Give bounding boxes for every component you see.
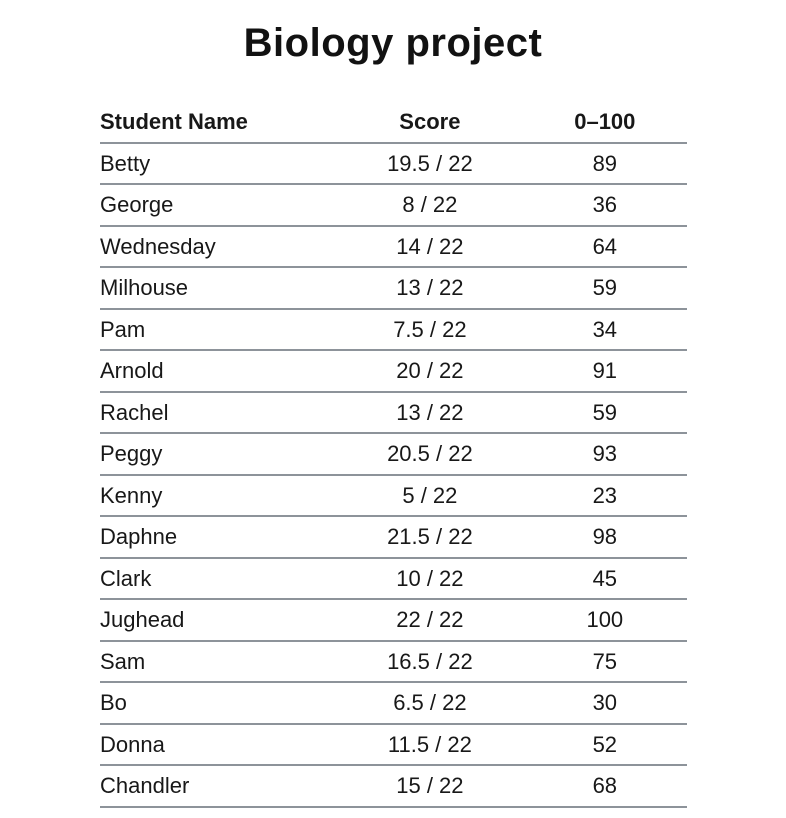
table-row <box>100 682 687 724</box>
score-cell: 20.5 / 22 <box>337 433 522 475</box>
column-header-student-name: Student Name <box>100 102 337 143</box>
score-cell: 13 / 22 <box>337 392 522 434</box>
score-cell: 19.5 / 22 <box>337 143 522 185</box>
score-cell: 6.5 / 22 <box>337 682 522 724</box>
score-cell: 5 / 22 <box>337 475 522 517</box>
student-name-cell: Clark <box>100 558 337 600</box>
table-header-row <box>100 102 687 143</box>
scaled-score-cell: 30 <box>523 682 687 724</box>
score-cell: 8 / 22 <box>337 184 522 226</box>
student-name-cell: Donna <box>100 724 337 766</box>
table-row <box>100 599 687 641</box>
student-name-cell: Daphne <box>100 516 337 558</box>
scaled-score-cell: 100 <box>523 599 687 641</box>
score-cell: 11.5 / 22 <box>337 724 522 766</box>
scaled-score-cell: 91 <box>523 350 687 392</box>
scaled-score-cell: 23 <box>523 475 687 517</box>
score-cell: 10 / 22 <box>337 558 522 600</box>
student-name-cell: Sam <box>100 641 337 683</box>
scaled-score-cell: 45 <box>523 558 687 600</box>
table-row <box>100 433 687 475</box>
student-name-cell: Bo <box>100 682 337 724</box>
score-cell: 7.5 / 22 <box>337 309 522 351</box>
student-name-cell: George <box>100 184 337 226</box>
table-row <box>100 475 687 517</box>
student-name-cell: Peggy <box>100 433 337 475</box>
student-name-cell: Chandler <box>100 765 337 807</box>
scaled-score-cell: 89 <box>523 143 687 185</box>
table-row <box>100 184 687 226</box>
student-name-cell: Jughead <box>100 599 337 641</box>
table-row <box>100 558 687 600</box>
table-row <box>100 350 687 392</box>
score-cell: 14 / 22 <box>337 226 522 268</box>
column-header-score: Score <box>337 102 522 143</box>
student-name-cell: Pam <box>100 309 337 351</box>
student-name-cell: Milhouse <box>100 267 337 309</box>
student-name-cell: Arnold <box>100 350 337 392</box>
student-name-cell: Rachel <box>100 392 337 434</box>
table-row <box>100 143 687 185</box>
scaled-score-cell: 68 <box>523 765 687 807</box>
table-header <box>100 102 687 143</box>
scaled-score-cell: 59 <box>523 392 687 434</box>
score-cell: 16.5 / 22 <box>337 641 522 683</box>
page-title: Biology project <box>243 21 543 65</box>
scaled-score-cell: 34 <box>523 309 687 351</box>
table-row <box>100 309 687 351</box>
score-cell: 15 / 22 <box>337 765 522 807</box>
scaled-score-cell: 52 <box>523 724 687 766</box>
table-body <box>100 143 687 807</box>
score-cell: 22 / 22 <box>337 599 522 641</box>
scaled-score-cell: 64 <box>523 226 687 268</box>
table-row <box>100 724 687 766</box>
score-table <box>100 102 687 808</box>
student-name-cell: Betty <box>100 143 337 185</box>
table-row <box>100 516 687 558</box>
scaled-score-cell: 98 <box>523 516 687 558</box>
student-name-cell: Wednesday <box>100 226 337 268</box>
scaled-score-cell: 36 <box>523 184 687 226</box>
table-row <box>100 392 687 434</box>
table-row <box>100 226 687 268</box>
score-cell: 21.5 / 22 <box>337 516 522 558</box>
score-cell: 20 / 22 <box>337 350 522 392</box>
scaled-score-cell: 59 <box>523 267 687 309</box>
scaled-score-cell: 75 <box>523 641 687 683</box>
score-cell: 13 / 22 <box>337 267 522 309</box>
column-header-scaled-score: 0–100 <box>523 102 687 143</box>
student-name-cell: Kenny <box>100 475 337 517</box>
table-row <box>100 641 687 683</box>
table-row <box>100 765 687 807</box>
scaled-score-cell: 93 <box>523 433 687 475</box>
page <box>0 20 786 818</box>
table-row <box>100 267 687 309</box>
